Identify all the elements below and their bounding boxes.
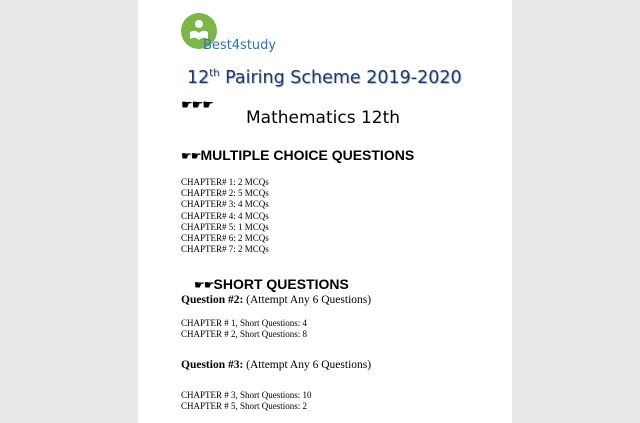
question-3-list (181, 390, 312, 412)
page-title (187, 68, 462, 88)
list-item: CHAPTER # 1, Short Questions: 4 (181, 318, 308, 328)
brand-name: Best4study (203, 38, 277, 53)
question-instruction: (Attempt Any 6 Questions) (243, 294, 372, 306)
pointing-hand-icon: ☛☛ (181, 149, 201, 163)
list-item: CHAPTER# 6: 2 MCQs (181, 233, 269, 244)
mcq-heading-text: MULTIPLE CHOICE QUESTIONS (200, 147, 415, 163)
list-item: CHAPTER# 2: 5 MCQs (181, 188, 269, 199)
short-questions-heading-text: SHORT QUESTIONS (213, 276, 349, 292)
list-item: CHAPTER # 3, Short Questions: 10 (181, 390, 312, 400)
list-item: CHAPTER# 4: 4 MCQs (181, 210, 269, 221)
short-questions-heading (194, 276, 349, 292)
pointing-hand-icon: ☛☛☛ (181, 98, 213, 113)
list-item: CHAPTER # 5, Short Questions: 2 (181, 401, 308, 412)
question-label: Question #2: (181, 294, 244, 306)
subject-title: Mathematics 12th (246, 108, 401, 128)
list-item: CHAPTER# 5: 1 MCQs (181, 221, 269, 232)
pointing-hand-icon: ☛☛ (194, 278, 214, 292)
question-3-line (181, 359, 371, 371)
list-item: CHAPTER # 2, Short Questions: 8 (181, 329, 308, 340)
document-page (138, 0, 512, 423)
question-2-list (181, 318, 307, 340)
question-instruction: (Attempt Any 6 Questions) (243, 359, 372, 371)
list-item: CHAPTER# 1: 2 MCQs (181, 177, 269, 187)
title-grade-suffix: th (209, 68, 220, 79)
title-grade: 12 (187, 68, 210, 88)
mcq-heading (181, 147, 414, 163)
mcq-list (181, 177, 269, 255)
list-item: CHAPTER# 7: 2 MCQs (181, 244, 269, 255)
question-label: Question #3: (181, 359, 244, 371)
question-2-line (181, 294, 371, 306)
list-item: CHAPTER# 3: 4 MCQs (181, 199, 269, 210)
title-text: Pairing Scheme 2019-2020 (219, 68, 462, 88)
